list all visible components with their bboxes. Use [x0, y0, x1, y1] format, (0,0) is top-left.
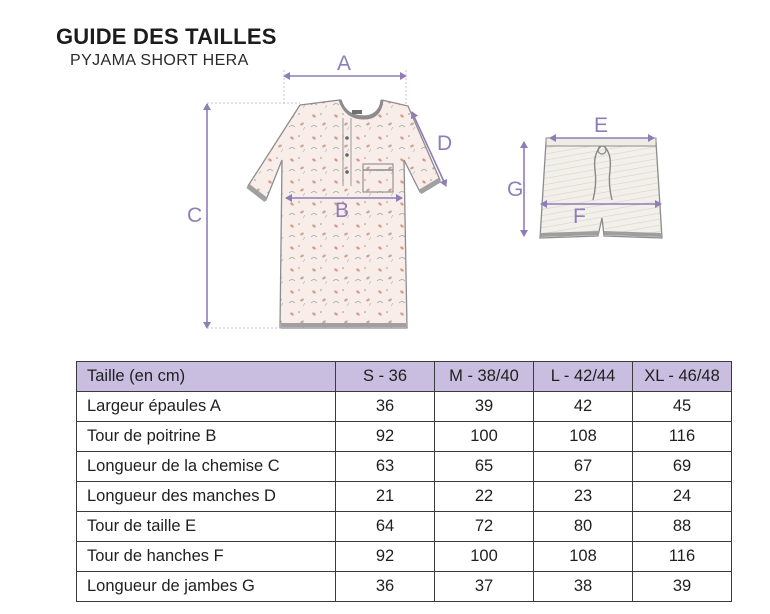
table-cell: 88: [633, 512, 732, 542]
row-label: Longueur de la chemise C: [77, 452, 336, 482]
header-cell: S - 36: [336, 362, 435, 392]
table-cell: 67: [534, 452, 633, 482]
table-cell: 37: [435, 572, 534, 602]
table-row: [77, 392, 732, 422]
page-title: GUIDE DES TAILLES: [56, 24, 277, 49]
table-cell: 24: [633, 482, 732, 512]
table-cell: 72: [435, 512, 534, 542]
table-cell: 22: [435, 482, 534, 512]
header-cell: M - 38/40: [435, 362, 534, 392]
size-table: [76, 361, 732, 602]
table-row: [77, 482, 732, 512]
row-label: Longueur des manches D: [77, 482, 336, 512]
table-cell: 45: [633, 392, 732, 422]
table-row: [77, 422, 732, 452]
table-cell: 100: [435, 542, 534, 572]
row-label: Largeur épaules A: [77, 392, 336, 422]
table-cell: 116: [633, 422, 732, 452]
table-cell: 92: [336, 422, 435, 452]
table-cell: 108: [534, 422, 633, 452]
row-label: Longueur de jambes G: [77, 572, 336, 602]
table-cell: 69: [633, 452, 732, 482]
header-cell: L - 42/44: [534, 362, 633, 392]
table-cell: 36: [336, 392, 435, 422]
label-f: F: [573, 205, 586, 228]
table-cell: 63: [336, 452, 435, 482]
table-cell: 42: [534, 392, 633, 422]
table-cell: 108: [534, 542, 633, 572]
header-cell: Taille (en cm): [77, 362, 336, 392]
label-a: A: [337, 52, 352, 75]
table-header-row: [77, 362, 732, 392]
label-d: D: [437, 132, 453, 155]
table-cell: 80: [534, 512, 633, 542]
table-cell: 39: [435, 392, 534, 422]
table-cell: 21: [336, 482, 435, 512]
page-subtitle: PYJAMA SHORT HERA: [70, 52, 249, 69]
table-cell: 100: [435, 422, 534, 452]
table-cell: 38: [534, 572, 633, 602]
table-row: [77, 572, 732, 602]
label-c: C: [187, 204, 203, 227]
table-cell: 39: [633, 572, 732, 602]
row-label: Tour de poitrine B: [77, 422, 336, 452]
table-cell: 116: [633, 542, 732, 572]
label-e: E: [594, 114, 609, 137]
label-g: G: [507, 178, 524, 201]
label-b: B: [335, 199, 350, 222]
table-cell: 36: [336, 572, 435, 602]
row-label: Tour de hanches F: [77, 542, 336, 572]
row-label: Tour de taille E: [77, 512, 336, 542]
table-cell: 23: [534, 482, 633, 512]
pyjama-shorts-illustration: [540, 138, 662, 238]
table-row: [77, 542, 732, 572]
table-cell: 64: [336, 512, 435, 542]
table-cell: 92: [336, 542, 435, 572]
header-cell: XL - 46/48: [633, 362, 732, 392]
table-cell: 65: [435, 452, 534, 482]
table-row: [77, 512, 732, 542]
table-row: [77, 452, 732, 482]
